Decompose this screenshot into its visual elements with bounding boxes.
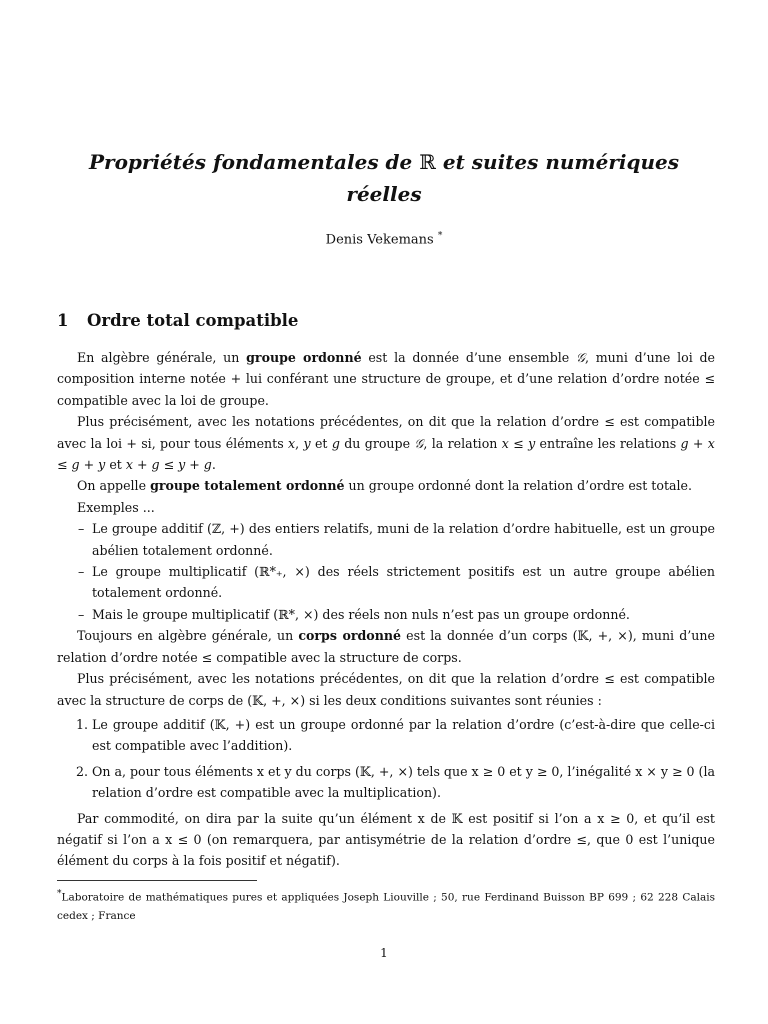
real-numbers-symbol: ℝ (419, 150, 436, 174)
math-relation-3: x + g ≤ y + g (125, 457, 212, 473)
term-groupe-totalement-ordonne: groupe totalement ordonné (150, 478, 345, 494)
term-groupe-ordonne: groupe ordonné (246, 350, 362, 365)
paragraph-2 (57, 411, 715, 475)
math-g: g (331, 435, 340, 451)
list-item: – Le groupe multiplicatif (ℝ*₊, ×) des réels strictement positifs est un autre groupe abélien totalement ordonné. (92, 561, 715, 604)
list-item: 1. Le groupe additif (𝕂, +) est un groupe ordonné par la relation d’ordre (c’est-à-dire que celle-ci est compatible avec l’addition). (92, 714, 715, 757)
author-line (80, 231, 688, 247)
paper-title (80, 146, 688, 210)
p2-text-b: du groupe (344, 435, 411, 451)
p2-text-e: et (109, 457, 122, 473)
p1-text-a: En algèbre générale, un (77, 350, 240, 365)
paragraph-6: Plus précisément, avec les notations précédentes, on dit que la relation d’ordre ≤ est compatible avec la structure de corps de (𝕂, +, ×) si les deux conditions suivantes sont réunies : (57, 671, 715, 708)
author-name: Denis Vekemans (325, 232, 434, 248)
p3-text-b: un groupe ordonné dont la relation d’ordre est totale. (348, 478, 693, 494)
p2-text-d: entraîne les relations (539, 435, 677, 451)
section-title: Ordre total compatible (87, 311, 299, 330)
title-line2: réelles (346, 182, 422, 206)
paragraph-1 (57, 347, 715, 411)
p2-text-a: Plus précisément, avec les notations précédentes, on dit que la relation d’ordre ≤ est compatible avec la loi + si, pour tous éléments (57, 414, 715, 451)
math-G-2: 𝒢 (414, 435, 424, 451)
page-number: 1 (380, 946, 388, 960)
paragraph-3 (57, 475, 715, 496)
p2-comma: , (295, 435, 300, 451)
p2-text-c: , la relation (423, 435, 498, 451)
conditions-list (57, 714, 715, 804)
p2-et: et (314, 435, 328, 451)
footnote-rule (57, 880, 257, 881)
math-y: y (303, 435, 311, 451)
paragraph-7: Par commodité, on dira par la suite qu’un élément x de 𝕂 est positif si l’on a x ≥ 0, et qu’il est négatif si l’on a x ≤ 0 (on remarquera, par antisymétrie de la relation d’ordre ≤, que 0 est l’unique élément du corps à la fois positif et négatif). (57, 810, 715, 869)
list-item: – Le groupe additif (ℤ, +) des entiers relatifs, muni de la relation d’ordre habituelle, est un groupe abélien totalement ordonné. (92, 518, 715, 561)
title-line1-post: et suites numériques (442, 150, 679, 174)
p3-text-a: On appelle (77, 478, 147, 494)
section-body (57, 347, 715, 872)
paragraph-examples: Exemples ... (77, 499, 155, 515)
footnote-mark: * (57, 889, 62, 899)
math-G: 𝒢 (576, 350, 585, 365)
math-relation-1: x ≤ y (501, 435, 536, 451)
section-number: 1 (57, 311, 69, 330)
title-line1-pre: Propriétés fondamentales de (89, 150, 413, 174)
term-corps-ordonne: corps ordonné (298, 628, 402, 644)
p1-text-c: , muni d’une loi de composition interne notée + lui conférant une structure de groupe, et d’une relation d’ordre notée ≤ compatible avec la loi de groupe. (57, 350, 715, 408)
section-heading (57, 311, 298, 330)
footnote-text: Laboratoire de mathématiques pures et appliquées Joseph Liouville ; 50, rue Ferdinand Buisson BP 699 ; 62 228 Calais cedex ; France (57, 891, 715, 922)
p2-end: . (211, 457, 216, 473)
author-footnote-mark: * (437, 231, 443, 241)
list-item: – Mais le groupe multiplicatif (ℝ*, ×) des réels non nuls n’est pas un groupe ordonné. (92, 604, 715, 625)
examples-list (57, 518, 715, 625)
p5-text-b: est la donnée d’un corps (𝕂, +, ×), muni d’une relation d’ordre notée ≤ compatible avec la structure de corps. (57, 628, 715, 665)
paragraph-5 (57, 625, 715, 668)
math-x: x (288, 435, 296, 451)
footnote (57, 885, 715, 925)
p5-text-a: Toujours en algèbre générale, un (77, 628, 294, 644)
p1-text-b: est la donnée d’une ensemble (368, 350, 570, 365)
list-item: 2. On a, pour tous éléments x et y du corps (𝕂, +, ×) tels que x ≥ 0 et y ≥ 0, l’inégalité x × y ≥ 0 (la relation d’ordre est compatible avec la multiplication). (92, 761, 715, 804)
math-relation-2: g + x ≤ g + y (57, 435, 715, 473)
